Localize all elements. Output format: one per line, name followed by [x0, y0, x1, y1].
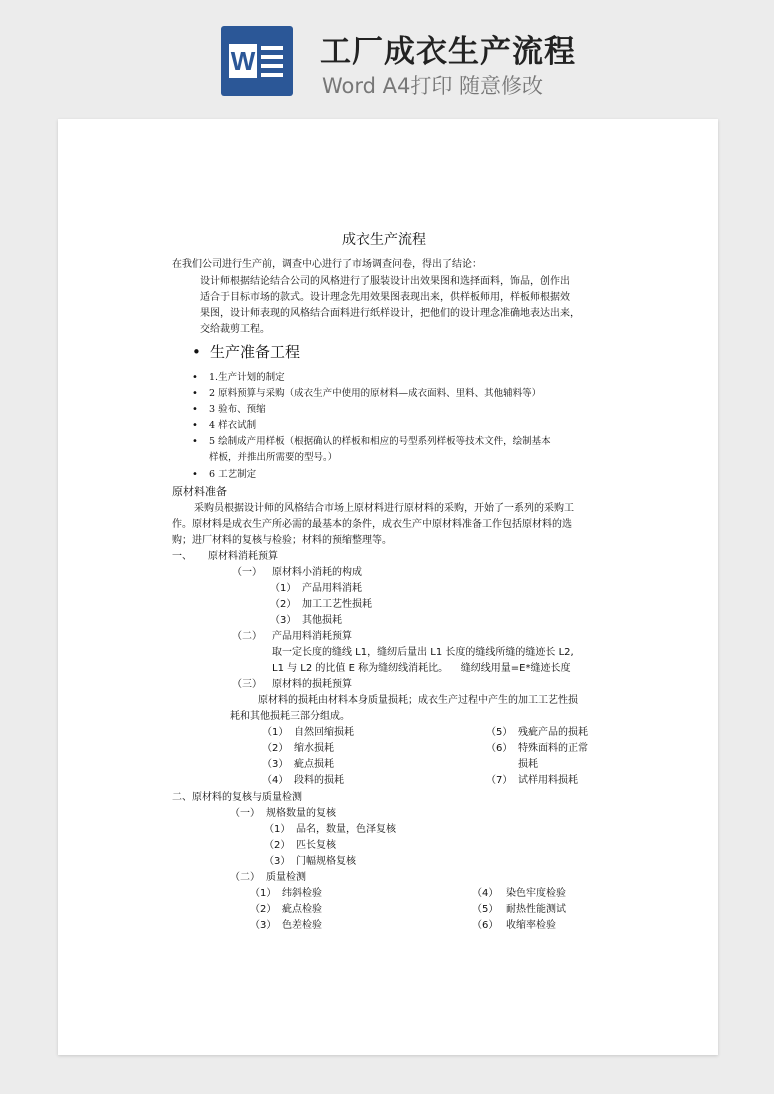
item-num: （6） — [472, 920, 499, 931]
item-text: 其他损耗 — [302, 615, 342, 626]
sub-title: 原材料的损耗预算 — [272, 679, 352, 690]
sub-num: （二） — [230, 872, 260, 883]
item-num: （2） — [270, 599, 297, 610]
item-text: 试样用料损耗 — [518, 775, 578, 786]
item-num: （1） — [264, 824, 291, 835]
item-text: 疵点检验 — [282, 904, 322, 915]
bullet-icon: • — [192, 372, 198, 383]
item-num: （7） — [486, 775, 513, 786]
bullet-icon: • — [192, 420, 198, 431]
item-text: 疵点损耗 — [294, 759, 334, 770]
item-text: 匹长复核 — [296, 840, 336, 851]
prep-item-continuation: 样板，并推出所需要的型号。） — [209, 452, 338, 463]
header-subtitle: Word A4打印 随意修改 — [322, 74, 544, 98]
document-title: 成衣生产流程 — [342, 232, 426, 248]
intro-line: 在我们公司进行生产前，调查中心进行了市场调查问卷，得出了结论： — [172, 259, 482, 270]
bullet-icon: • — [192, 436, 198, 447]
item-num: （2） — [264, 840, 291, 851]
item-text: 色差检验 — [282, 920, 322, 931]
item-text: 特殊面料的正常 — [518, 743, 588, 754]
item-text-continuation: 损耗 — [518, 759, 538, 770]
item-text: 残疵产品的损耗 — [518, 727, 588, 738]
item-text: 产品用料消耗 — [302, 583, 362, 594]
material-para-line: 采购员根据设计师的风格结合市场上原材料进行原材料的采购，开始了一系列的采购工 — [194, 503, 574, 514]
item-text: 耐热性能测试 — [506, 904, 566, 915]
sub-num: （二） — [232, 631, 262, 642]
item-num: （3） — [262, 759, 289, 770]
item-num: （2） — [250, 904, 277, 915]
intro-para-line: 果图，设计师表现的风格结合面料进行纸样设计，把他们的设计理念准确地表达出来， — [200, 308, 580, 319]
material-heading: 原材料准备 — [172, 485, 227, 498]
prep-item: 5 绘制成产用样板（根据确认的样板和相应的号型系列样板等技术文件，绘制基本 — [209, 436, 551, 447]
item-num: （4） — [472, 888, 499, 899]
prep-item: 1.生产计划的制定 — [209, 372, 285, 383]
sub-num: （三） — [232, 679, 262, 690]
sub-title: 质量检测 — [266, 872, 306, 883]
item-num: （1） — [250, 888, 277, 899]
sub-title: 原材料小消耗的构成 — [272, 567, 362, 578]
document-page — [58, 119, 718, 1055]
item-num: （1） — [262, 727, 289, 738]
item-text: 自然回缩损耗 — [294, 727, 354, 738]
sub-title: 产品用料消耗预算 — [272, 631, 352, 642]
intro-para-line: 适合于目标市场的款式。设计理念先用效果图表现出来，供样板师用，样板师根据效 — [200, 292, 570, 303]
item-text: 加工工艺性损耗 — [302, 599, 372, 610]
word-logo-letter: W — [230, 46, 256, 76]
word-logo-lines — [261, 46, 283, 82]
item-text: 门幅规格复核 — [296, 856, 356, 867]
sub-num: （一） — [232, 567, 262, 578]
sub-num: （一） — [230, 808, 260, 819]
item-num: （3） — [270, 615, 297, 626]
bullet-icon: • — [192, 388, 198, 399]
header-title: 工厂成衣生产流程 — [320, 34, 576, 70]
item-text: 收缩率检验 — [506, 920, 556, 931]
item-num: （6） — [486, 743, 513, 754]
item-text: 纬斜检验 — [282, 888, 322, 899]
bullet-icon: • — [192, 469, 198, 480]
bullet-icon: • — [192, 404, 198, 415]
item-num: （5） — [486, 727, 513, 738]
part1-num: 一、 — [172, 551, 192, 562]
item-num: （5） — [472, 904, 499, 915]
item-num: （1） — [270, 583, 297, 594]
prep-item: 6 工艺制定 — [209, 469, 257, 480]
prep-item: 4 样衣试制 — [209, 420, 257, 431]
part2-title: 二、原材料的复核与质量检测 — [172, 792, 302, 803]
material-para-line: 作。原材料是成衣生产所必需的最基本的条件，成衣生产中原材料准备工作包括原材料的选 — [172, 519, 572, 530]
sub-line: 取一定长度的缝线 L1，缝纫后量出 L1 长度的缝线所缝的缝迹长 L2, — [272, 647, 574, 658]
item-text: 缩水损耗 — [294, 743, 334, 754]
item-num: （3） — [264, 856, 291, 867]
part1-title: 原材料消耗预算 — [208, 551, 278, 562]
prep-item: 2 原料预算与采购（成衣生产中使用的原材料—成衣面料、里料、其他辅料等） — [209, 388, 542, 399]
sub-line: 原材料的损耗由材料本身质量损耗；成衣生产过程中产生的加工工艺性损 — [258, 695, 578, 706]
sub-line: 耗和其他损耗三部分组成。 — [230, 711, 350, 722]
bullet-icon: • — [192, 343, 201, 361]
item-num: （4） — [262, 775, 289, 786]
intro-para-line: 交给裁剪工程。 — [200, 324, 270, 335]
item-num: （2） — [262, 743, 289, 754]
sub-title: 规格数量的复核 — [266, 808, 336, 819]
header — [0, 0, 774, 118]
prep-item: 3 验布、预缩 — [209, 404, 266, 415]
section-title: 生产准备工程 — [210, 343, 301, 361]
material-para-line: 购；进厂材料的复核与检验；材料的预缩整理等。 — [172, 535, 392, 546]
item-text: 品名，数量，色泽复核 — [296, 824, 396, 835]
item-num: （3） — [250, 920, 277, 931]
item-text: 染色牢度检验 — [506, 888, 566, 899]
word-icon — [221, 26, 293, 96]
sub-line: L1 与 L2 的比值 E 称为缝纫线消耗比。 缝纫线用量=E*缝迹长度 — [272, 663, 571, 674]
intro-para-line: 设计师根据结论结合公司的风格进行了服装设计出效果图和选择面料，饰品，创作出 — [200, 276, 570, 287]
item-text: 段料的损耗 — [294, 775, 344, 786]
